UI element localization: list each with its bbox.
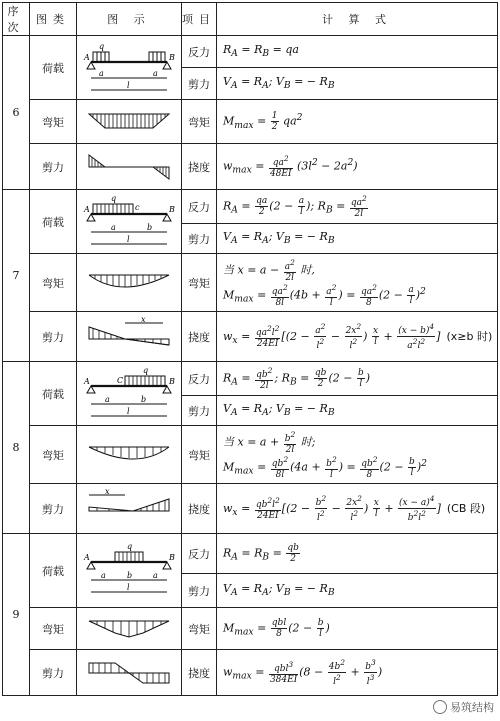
case-9-reaction-label: 反力 [182, 534, 217, 574]
case-9-load-diagram [77, 534, 182, 608]
diagram-label-q: q [99, 41, 105, 51]
header-item: 项目 [182, 3, 217, 36]
beam-formula-table [2, 2, 498, 696]
formula: $V_A = R_A$; $V_B$ = − $R_B$ [223, 229, 335, 247]
diagram-label-l: l [127, 582, 130, 592]
case-8-load-label: 荷载 [30, 362, 77, 426]
case-9-seq: 9 [3, 534, 30, 696]
formula: $M_{max}$ = $\frac{qa^2}{8l}$ (4b + $\frac{a^2}{l}$ ) = $\frac{qa^2}{8}$ (2 − $\frac{a}{l}$ )$^2$ [223, 282, 426, 308]
case-9-moment-item: 弯矩 [182, 608, 217, 650]
case-8-shear-label: 剪力 [182, 396, 217, 426]
diagram-label-a: a [101, 570, 106, 580]
case-6-seq: 6 [3, 36, 30, 190]
case-7-moment-item: 弯矩 [182, 254, 217, 312]
diagram-label-q: q [111, 193, 117, 203]
watermark [433, 699, 494, 715]
case-8-shear-diagram-label: 剪力 [30, 484, 77, 534]
diagram-label-a: a [153, 68, 158, 78]
case-8-load-row-a [3, 362, 498, 396]
case-7-shear-diagram [77, 312, 182, 362]
diagram-label-C: C [117, 375, 124, 385]
diagram-label-l: l [127, 80, 130, 90]
case-7-load-row-a [3, 190, 498, 224]
case-8-shear-diagram [77, 484, 182, 534]
case-7-shear-formula [217, 224, 498, 254]
formula-note: (CB 段) [446, 501, 486, 515]
diagram-label-b: b [147, 222, 153, 232]
case-6-reaction-formula [217, 36, 498, 68]
case-9-shear-diagram [77, 650, 182, 696]
diagram-label-c: c [135, 202, 140, 212]
formula: $R_A = R_B$ = qa [223, 42, 299, 60]
case-9-load-row-a [3, 534, 498, 574]
diagram-label-A: A [84, 376, 90, 386]
case-9-moment-row [3, 608, 498, 650]
formula-condition: 当 x = a + $\frac{b^2}{2l}$ 时; [223, 429, 316, 455]
moment-diagram [81, 611, 177, 647]
case-7-seq: 7 [3, 190, 30, 362]
case-6-shear-diagram-label: 剪力 [30, 144, 77, 190]
case-8-load-diagram [77, 362, 182, 426]
case-9-deflection-label: 挠度 [182, 650, 217, 696]
formula: $M_{max}$ = $\frac{qb^2}{8l}$ (4a + $\frac{b^2}{l}$ ) = $\frac{qb^2}{8}$ (2 − $\frac{b}{l}$ )$^2$ [223, 454, 427, 480]
case-6-shear-row [3, 144, 498, 190]
case-8-moment-label: 弯矩 [30, 426, 77, 484]
case-8-reaction-formula [217, 362, 498, 396]
case-7-moment-formula [217, 254, 498, 312]
case-6-shear-diagram [77, 144, 182, 190]
diagram-label-q: q [143, 365, 149, 375]
formula: $w_{max}$ = $\frac{qa^2}{48EI}$ $(3l^2 - 2a^2)$ [223, 154, 358, 179]
diagram-label-x: x [141, 316, 146, 324]
table-header-row [3, 3, 498, 36]
case-8-moment-row [3, 426, 498, 484]
case-7-moment-row [3, 254, 498, 312]
formula: $V_A = R_A$; $V_B$ = − $R_B$ [223, 581, 335, 599]
case-6-moment-item: 弯矩 [182, 100, 217, 144]
case-8-moment-diagram [77, 426, 182, 484]
diagram-label-a: a [99, 68, 104, 78]
header-seq: 序次 [3, 3, 30, 36]
diagram-label-a: a [153, 570, 158, 580]
case-8-shear-row [3, 484, 498, 534]
case-9-moment-formula [217, 608, 498, 650]
header-formula: 计 算 式 [217, 3, 498, 36]
beam-load-diagram [81, 540, 177, 602]
case-7-moment-label: 弯矩 [30, 254, 77, 312]
case-9-load-label: 荷载 [30, 534, 77, 608]
formula: $V_A = R_A$; $V_B$ = − $R_B$ [223, 74, 335, 92]
case-6-load-label: 荷载 [30, 36, 77, 100]
formula: $w_{max}$ = $\frac{qbl^3}{384EI}$ (8 − $\frac{4b^2}{l^2}$ + $\frac{b^3}{l^3}$ ) [223, 658, 383, 687]
diagram-label-a: a [105, 394, 110, 404]
formula: $M_{max}$ = $\frac{\text{qbl}}{8}$ (2 − $\frac{b}{l}$ ) [223, 617, 330, 639]
diagram-label-x: x [105, 488, 110, 496]
case-7-moment-diagram [77, 254, 182, 312]
case-9-moment-diagram [77, 608, 182, 650]
moment-diagram [81, 104, 177, 140]
case-6-moment-row [3, 100, 498, 144]
diagram-label-A: A [84, 552, 90, 562]
case-9-moment-label: 弯矩 [30, 608, 77, 650]
case-8-seq: 8 [3, 362, 30, 534]
formula: $w_x$ = $\frac{qb^2l^2}{24EI}$ [(2 − $\frac{b^2}{l^2}$ − $\frac{2x^2}{l^2}$ ) $\frac{x}{l}$ + $\frac{(x - a)^4}{b^2l^2}$ ] [223, 494, 441, 523]
case-7-deflection-label: 挠度 [182, 312, 217, 362]
case-9-reaction-formula [217, 534, 498, 574]
case-9-shear-diagram-label: 剪力 [30, 650, 77, 696]
beam-load-diagram [81, 192, 177, 252]
case-7-shear-diagram-label: 剪力 [30, 312, 77, 362]
case-6-load-row-a [3, 36, 498, 68]
case-6-load-diagram [77, 36, 182, 100]
diagram-label-l: l [127, 234, 130, 244]
diagram-label-A: A [84, 204, 90, 214]
case-8-deflection-label: 挠度 [182, 484, 217, 534]
diagram-label-B: B [169, 204, 175, 214]
case-8-moment-item: 弯矩 [182, 426, 217, 484]
case-8-reaction-label: 反力 [182, 362, 217, 396]
header-type: 图类 [30, 3, 77, 36]
diagram-label-b: b [141, 394, 147, 404]
case-7-reaction-formula [217, 190, 498, 224]
case-9-deflection-formula [217, 650, 498, 696]
case-9-shear-formula [217, 574, 498, 608]
case-7-load-label: 荷载 [30, 190, 77, 254]
shear-diagram [81, 149, 177, 185]
case-6-reaction-label: 反力 [182, 36, 217, 68]
case-7-reaction-label: 反力 [182, 190, 217, 224]
case-6-moment-label: 弯矩 [30, 100, 77, 144]
case-7-shear-label: 剪力 [182, 224, 217, 254]
formula: $w_x$ = $\frac{qa^2l^2}{24EI}$ [(2 − $\frac{a^2}{l^2}$ − $\frac{2x^2}{l^2}$ ) $\frac{x}{l}$ + $\frac{(x - b)^4}{a^2l^2}$ ] [223, 322, 441, 351]
diagram-label-l: l [127, 406, 130, 416]
formula: $V_A = R_A$; $V_B$ = − $R_B$ [223, 401, 335, 419]
wechat-icon [433, 700, 447, 714]
diagram-label-B: B [169, 552, 175, 562]
case-6-shear-formula [217, 68, 498, 100]
diagram-label-b: b [127, 570, 133, 580]
case-9-shear-label: 剪力 [182, 574, 217, 608]
shear-diagram [81, 489, 177, 529]
moment-diagram [81, 265, 177, 301]
formula: $R_A = R_B$ = $\frac{qb}{2}$ [223, 542, 299, 564]
case-7-load-diagram [77, 190, 182, 254]
formula: $R_A$ = $\frac{qb^2}{2l}$ ; $R_B$ = $\frac{qb}{2}$ (2 − $\frac{b}{l}$ ) [223, 366, 370, 391]
diagram-label-q: q [127, 541, 133, 551]
case-8-deflection-formula [217, 484, 498, 534]
case-9-shear-row [3, 650, 498, 696]
formula: $R_A$ = $\frac{qa}{2}$ (2 − $\frac{a}{l}$ ); $R_B$ = $\frac{qa^2}{2l}$ [223, 194, 367, 219]
diagram-label-A: A [84, 52, 90, 62]
case-7-shear-row [3, 312, 498, 362]
formula-condition: 当 x = a − $\frac{a^2}{2l}$ 时, [223, 257, 315, 283]
moment-diagram [81, 437, 177, 473]
case-6-shear-label: 剪力 [182, 68, 217, 100]
case-7-deflection-formula [217, 312, 498, 362]
case-8-moment-formula [217, 426, 498, 484]
header-figure: 图 示 [77, 3, 182, 36]
formula: $M_{max}$ = $\frac{1}{2}$ $qa^2$ [223, 111, 303, 133]
case-6-deflection-formula [217, 144, 498, 190]
case-6-moment-formula [217, 100, 498, 144]
shear-diagram [81, 317, 177, 357]
formula-note: (x≥b 时) [446, 329, 493, 343]
case-6-deflection-label: 挠度 [182, 144, 217, 190]
beam-load-diagram [81, 40, 177, 96]
diagram-label-B: B [169, 52, 175, 62]
beam-load-diagram [81, 364, 177, 424]
shear-diagram [81, 654, 177, 692]
diagram-label-a: a [111, 222, 116, 232]
watermark-text: 易筑结构 [450, 701, 494, 714]
diagram-label-B: B [169, 376, 175, 386]
case-8-shear-formula [217, 396, 498, 426]
case-6-moment-diagram [77, 100, 182, 144]
